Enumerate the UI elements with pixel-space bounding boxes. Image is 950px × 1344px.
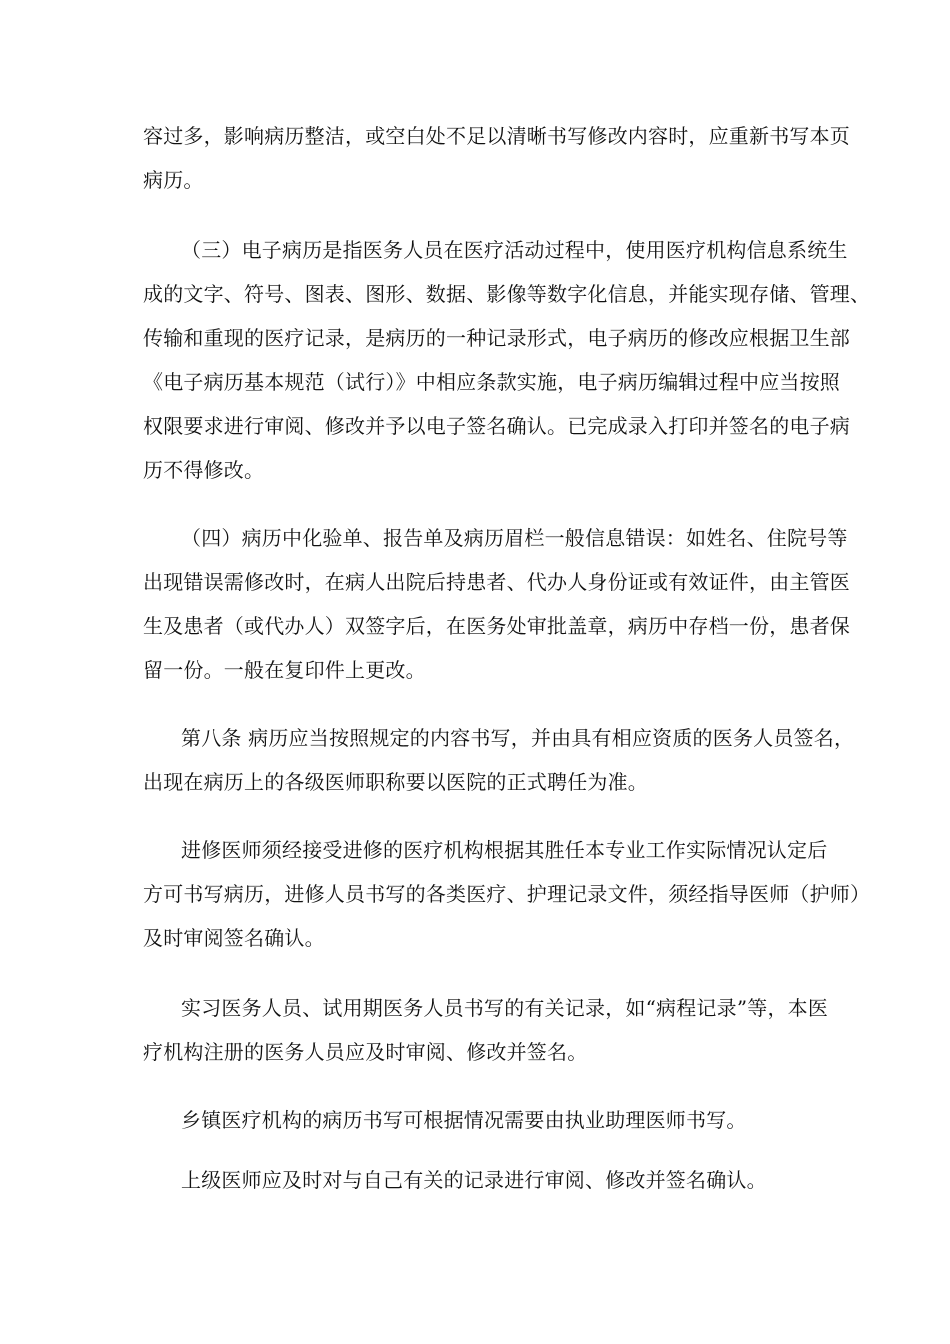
text-line: 历不得修改。 bbox=[143, 458, 265, 482]
text-line: （三）电子病历是指医务人员在医疗活动过程中，使用医疗机构信息系统生 bbox=[181, 238, 848, 262]
text-line: 方可书写病历，进修人员书写的各类医疗、护理记录文件，须经指导医师（护师） bbox=[143, 882, 871, 906]
text-line: 上级医师应及时对与自己有关的记录进行审阅、修改并签名确认。 bbox=[181, 1168, 767, 1192]
text-line: 权限要求进行审阅、修改并予以电子签名确认。已完成录入打印并签名的电子病 bbox=[143, 414, 850, 438]
text-line: 成的文字、符号、图表、图形、数据、影像等数字化信息，并能实现存储、管理、 bbox=[143, 282, 871, 306]
text-line: 病历。 bbox=[143, 168, 204, 192]
text-line: 留一份。一般在复印件上更改。 bbox=[143, 658, 426, 682]
text-line: 第八条 病历应当按照规定的内容书写，并由具有相应资质的医务人员签名， bbox=[181, 726, 855, 750]
text-line: 及时审阅签名确认。 bbox=[143, 926, 325, 950]
text-line: （四）病历中化验单、报告单及病历眉栏一般信息错误：如姓名、住院号等 bbox=[181, 526, 848, 550]
text-line: 出现在病历上的各级医师职称要以医院的正式聘任为准。 bbox=[143, 770, 648, 794]
text-line: 实习医务人员、试用期医务人员书写的有关记录，如“病程记录”等，本医 bbox=[181, 996, 829, 1020]
text-line: 疗机构注册的医务人员应及时审阅、修改并签名。 bbox=[143, 1040, 588, 1064]
text-line: 生及患者（或代办人）双签字后，在医务处审批盖章，病历中存档一份，患者保 bbox=[143, 614, 850, 638]
text-line: 进修医师须经接受进修的医疗机构根据其胜任本专业工作实际情况认定后 bbox=[181, 838, 828, 862]
text-line: 《电子病历基本规范（试行）》中相应条款实施，电子病历编辑过程中应当按照 bbox=[143, 370, 840, 394]
text-line: 容过多，影响病历整洁，或空白处不足以清晰书写修改内容时，应重新书写本页 bbox=[143, 124, 850, 148]
text-line: 乡镇医疗机构的病历书写可根据情况需要由执业助理医师书写。 bbox=[181, 1108, 747, 1132]
text-line: 传输和重现的医疗记录，是病历的一种记录形式，电子病历的修改应根据卫生部 bbox=[143, 326, 850, 350]
text-line: 出现错误需修改时，在病人出院后持患者、代办人身份证或有效证件，由主管医 bbox=[143, 570, 850, 594]
